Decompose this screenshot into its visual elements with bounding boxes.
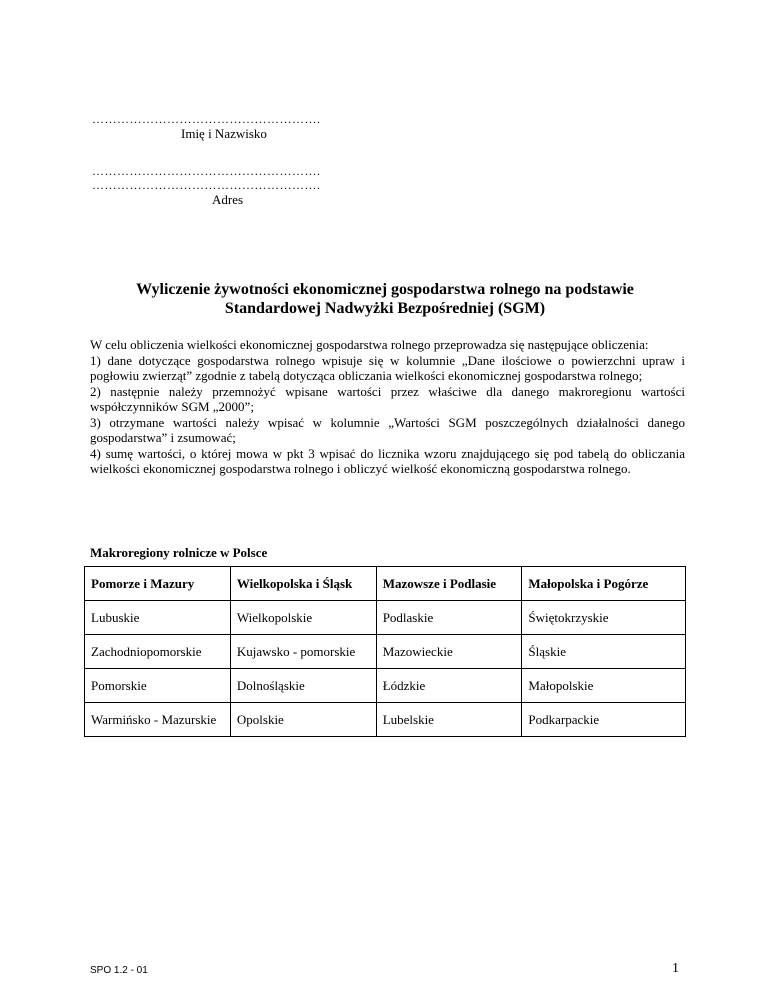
document-code: SPO 1.2 - 01: [90, 965, 148, 976]
column-header: Mazowsze i Podlasie: [376, 567, 522, 601]
table-cell: Dolnośląskie: [230, 669, 376, 703]
table-cell: Świętokrzyskie: [522, 601, 686, 635]
table-cell: Warmińsko - Mazurskie: [85, 703, 231, 737]
instruction-step-3: 3) otrzymane wartości należy wpisać w kolumnie „Wartości SGM poszczególnych działalności danego gospodarstwa” i zsumować;: [90, 414, 685, 445]
table-cell: Opolskie: [230, 703, 376, 737]
regions-heading: Makroregiony rolnicze w Polsce: [90, 545, 268, 560]
name-dotted-line: ……………………………………………….: [92, 112, 321, 126]
table-row: [85, 635, 686, 669]
table-cell: Kujawsko - pomorskie: [230, 635, 376, 669]
instruction-step-1: 1) dane dotyczące gospodarstwa rolnego wpisuje się w kolumnie „Dane ilościowe o powierzchni upraw i pogłowiu zwierząt” zgodnie z tabelą dotycząca obliczania wielkości ekonomicznej gospodarstwa rolnego;: [90, 352, 685, 383]
table-cell: Lubelskie: [376, 703, 522, 737]
page-number: 1: [672, 961, 679, 976]
table-cell: Podlaskie: [376, 601, 522, 635]
table-row: [85, 703, 686, 737]
column-header: Wielkopolska i Śląsk: [230, 567, 376, 601]
title-line-2: Standardowej Nadwyżki Bezpośredniej (SGM): [224, 300, 546, 317]
instructions-lead: W celu obliczenia wielkości ekonomicznej gospodarstwa rolnego przeprowadza się następujące obliczenia:: [90, 337, 649, 352]
table-cell: Zachodniopomorskie: [85, 635, 231, 669]
table-cell: Pomorskie: [85, 669, 231, 703]
document-title: [60, 280, 710, 318]
address-dotted-line-2: ……………………………………………….: [92, 178, 321, 192]
title-line-1: Wyliczenie żywotności ekonomicznej gospodarstwa rolnego na podstawie: [136, 281, 634, 298]
instruction-step-4: 4) sumę wartości, o której mowa w pkt 3 wpisać do licznika wzoru znajdującego się pod tabelą do obliczania wielkości ekonomicznej gospodarstwa rolnego i obliczyć wielkość ekonomiczną gospodarstwa rolnego.: [90, 445, 685, 476]
address-dotted-line-1: ……………………………………………….: [92, 164, 321, 178]
column-header: Małopolska i Pogórze: [522, 567, 686, 601]
table-cell: Łódzkie: [376, 669, 522, 703]
table-cell: Lubuskie: [85, 601, 231, 635]
table-cell: Mazowieckie: [376, 635, 522, 669]
column-header: Pomorze i Mazury: [85, 567, 231, 601]
instructions-text: [90, 337, 685, 477]
table-row: [85, 669, 686, 703]
address-label: Adres: [212, 192, 244, 207]
name-label: Imię i Nazwisko: [181, 126, 267, 141]
table-cell: Wielkopolskie: [230, 601, 376, 635]
table-cell: Podkarpackie: [522, 703, 686, 737]
instruction-step-2: 2) następnie należy przemnożyć wpisane wartości przez właściwe dla danego makroregionu wartości współczynników SGM „2000”;: [90, 383, 685, 414]
table-cell: Śląskie: [522, 635, 686, 669]
regions-table: [84, 566, 686, 737]
table-row: [85, 601, 686, 635]
table-cell: Małopolskie: [522, 669, 686, 703]
table-header-row: [85, 567, 686, 601]
